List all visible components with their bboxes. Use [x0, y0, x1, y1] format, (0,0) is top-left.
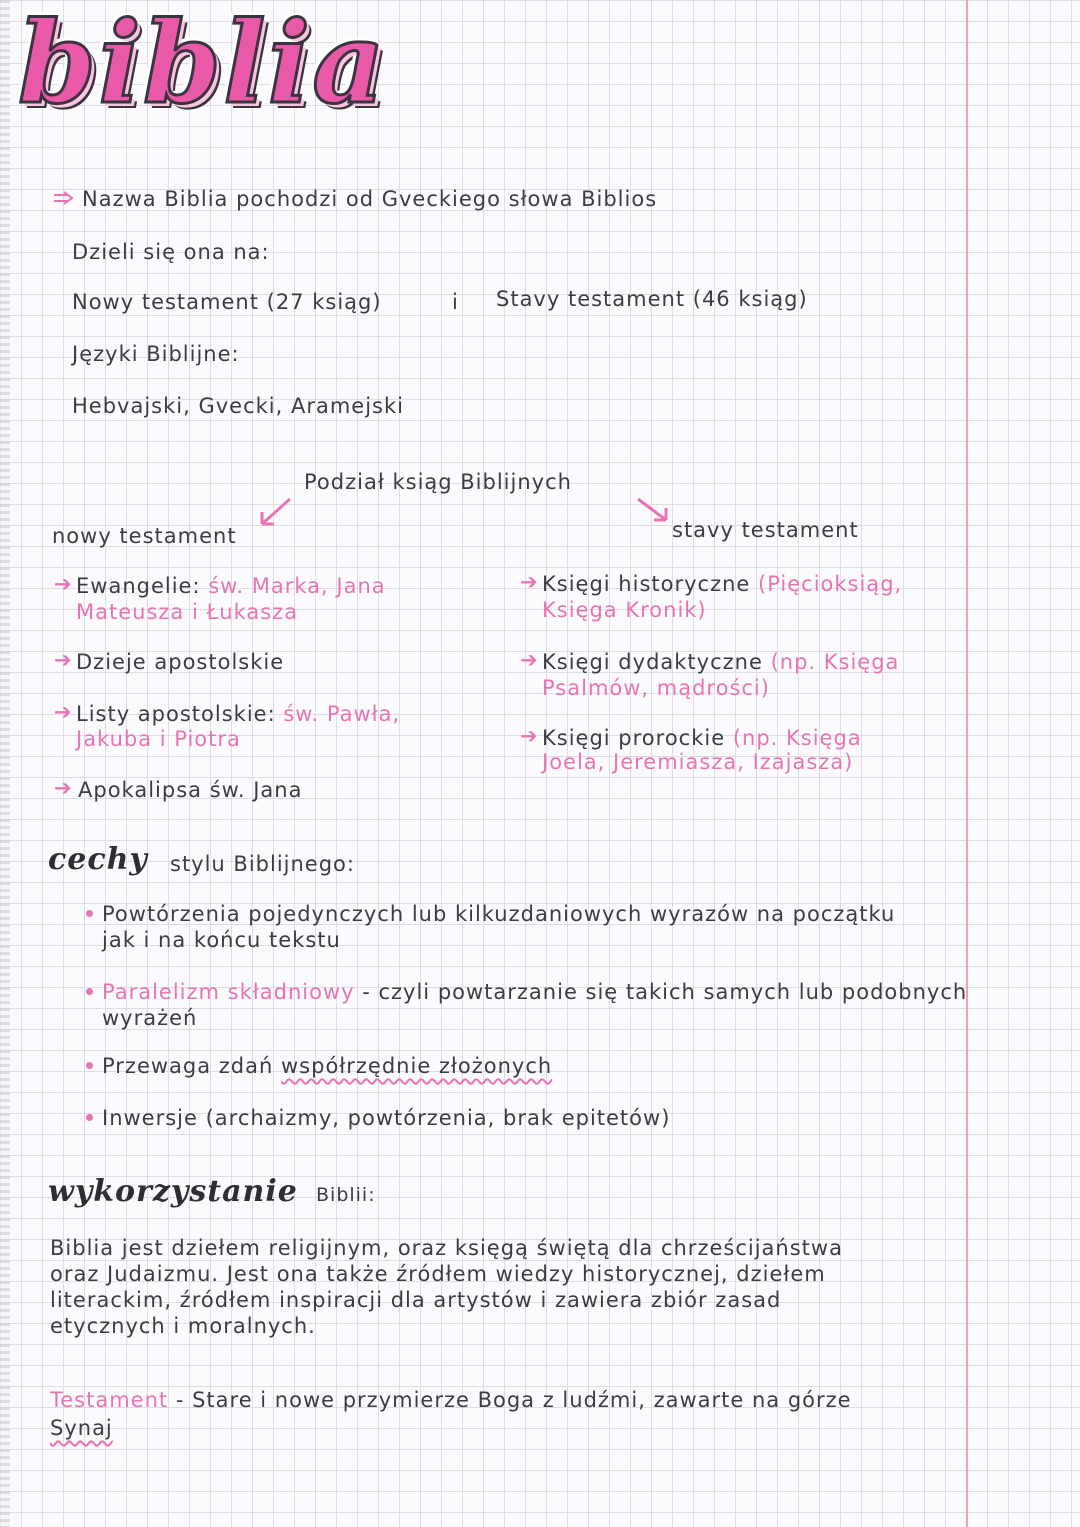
definition-text: - Stare i nowe przymierze Boga z ludźmi, zawarte na górze	[168, 1388, 852, 1412]
item-note-cont: Joela, Jeremiasza, Izajasza)	[542, 750, 854, 774]
item-text: Apokalipsa św. Jana	[78, 778, 303, 802]
margin-line	[966, 0, 968, 1527]
arrow-right-icon: ➔	[54, 776, 73, 800]
intro-line-origin: Nazwa Biblia pochodzi od Gveckiego słowa Biblios	[82, 187, 658, 211]
arrow-right-icon: ➔	[520, 648, 539, 672]
page-title: biblia	[18, 0, 387, 129]
item-underlined: współrzędnie złożonych	[281, 1054, 553, 1078]
notebook-binding	[0, 0, 10, 1527]
item-text: Przewaga zdań	[102, 1054, 281, 1078]
old-testament-count: Stavy testament (46 ksiąg)	[496, 287, 808, 311]
item-note: (np. Księga	[770, 650, 900, 674]
usage-line: oraz Judaizmu. Jest ona także źródłem wiedzy historycznej, dziełem	[50, 1262, 826, 1286]
division-heading: Podział ksiąg Biblijnych	[304, 470, 572, 494]
item-note-cont: Psalmów, mądrości)	[542, 676, 770, 700]
item-note: (Pięcioksiąg,	[758, 572, 903, 596]
features-heading: cechy	[48, 842, 148, 877]
double-arrow-icon	[52, 190, 76, 206]
languages-label: Języki Biblijne:	[72, 342, 240, 366]
definition-cont: Synaj	[50, 1416, 113, 1440]
bullet-icon	[86, 1062, 93, 1069]
arrow-right-icon: ➔	[54, 700, 73, 724]
item-text: Księgi historyczne	[542, 572, 759, 596]
usage-line: literackim, źródłem inspiracji dla artystów i zawiera zbiór zasad	[50, 1288, 782, 1312]
intro-line-division: Dzieli się ona na:	[72, 240, 270, 264]
item-note: św. Pawła,	[283, 702, 401, 726]
item-text: Księgi dydaktyczne	[542, 650, 771, 674]
arrow-right-icon: ➔	[54, 648, 73, 672]
arrow-right-icon: ➔	[520, 724, 539, 748]
item-text-cont: wyrażeń	[102, 1006, 198, 1030]
features-heading-rest: stylu Biblijnego:	[170, 852, 355, 876]
definition-term: Testament	[50, 1388, 169, 1412]
usage-line: Biblia jest dziełem religijnym, oraz księgą świętą dla chrześcijaństwa	[50, 1236, 843, 1260]
item-text: Powtórzenia pojedynczych lub kilkuzdaniowych wyrazów na początku	[102, 902, 896, 926]
item-text: Inwersje (archaizmy, powtórzenia, brak epitetów)	[102, 1106, 671, 1130]
new-testament-count: Nowy testament (27 ksiąg)	[72, 290, 382, 314]
arrow-down-left-icon	[254, 496, 294, 530]
new-testament-label: nowy testament	[52, 524, 237, 548]
arrow-right-icon: ➔	[54, 572, 73, 596]
usage-heading-rest: Biblii:	[316, 1184, 376, 1206]
bullet-icon	[86, 1114, 93, 1121]
item-note: (np. Księga	[732, 726, 862, 750]
conjunction: i	[452, 290, 459, 314]
languages-list: Hebvajski, Gvecki, Aramejski	[72, 394, 404, 418]
old-testament-label: stavy testament	[672, 518, 859, 542]
usage-heading: wykorzystanie	[48, 1174, 298, 1209]
item-text: Listy apostolskie:	[76, 702, 284, 726]
item-term: Paralelizm składniowy	[102, 980, 355, 1004]
item-text: Ewangelie:	[76, 574, 209, 598]
usage-line: etycznych i moralnych.	[50, 1314, 316, 1338]
arrow-down-right-icon	[634, 496, 674, 526]
bullet-icon	[86, 910, 93, 917]
item-text: - czyli powtarzanie się takich samych lub podobnych	[354, 980, 968, 1004]
item-note-cont: Księga Kronik)	[542, 598, 707, 622]
item-text: Dzieje apostolskie	[76, 650, 285, 674]
item-note-cont: Mateusza i Łukasza	[76, 600, 299, 624]
item-text-cont: jak i na końcu tekstu	[102, 928, 341, 952]
item-text: Księgi prorockie	[542, 726, 733, 750]
item-note-cont: Jakuba i Piotra	[76, 727, 241, 751]
item-note: św. Marka, Jana	[208, 574, 386, 598]
bullet-icon	[86, 988, 93, 995]
arrow-right-icon: ➔	[520, 570, 539, 594]
title-lettering	[18, 0, 387, 129]
